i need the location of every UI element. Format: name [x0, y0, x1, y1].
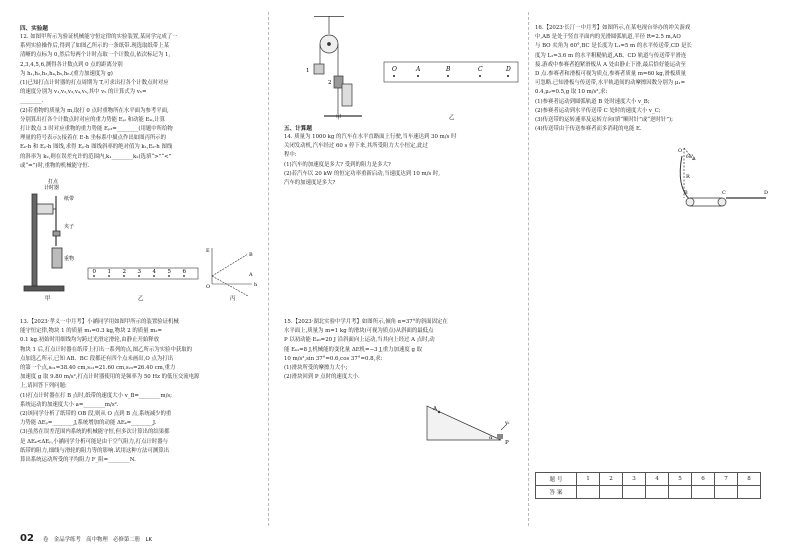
q13-line: 力势能 ΔEₚ=________J,系统增加的动能 ΔEₖ=________J. [20, 420, 157, 427]
tape-dot [108, 275, 110, 277]
question-number-cell: 7 [715, 473, 738, 486]
q12-line: 或“=”)时,重物的机械能守恒. [20, 162, 90, 169]
q12-line: (2)若重物的质量为 m,取打 0 点时重物所在水平面为参考平面, [20, 107, 169, 114]
q16-line: 与 BO 夹角为 60°,BC 是长度为 L₁=5 m 的水平传送带,CD 是长 [535, 43, 692, 50]
tape-dot [153, 275, 155, 277]
question-12 [20, 33, 178, 171]
caption-yi: 乙 [138, 296, 144, 302]
tape-digit: 6 [182, 269, 186, 275]
label-v0: v₀ [505, 421, 510, 426]
answer-cell[interactable] [692, 486, 715, 499]
q13-line: 物块 1 后,打点计时器在纸带上打出一系列的点,图乙所示为实验中获取的 [20, 346, 193, 353]
label-O: O [678, 148, 683, 154]
label-jiazi: 夹子 [64, 224, 75, 230]
q13-line: (1)打点计时器在打 B 点时,纸带的速度大小 v_B=________m/s; [20, 392, 172, 399]
tape-letter: C [478, 66, 483, 73]
question-number-cell: 8 [738, 473, 761, 486]
tape-dot [183, 275, 185, 277]
label-zhidai: 纸带 [64, 196, 75, 202]
q14-line: (1)汽车的加速度是多大? 受到的阻力是多大? [284, 161, 391, 168]
tape-digit: 1 [107, 269, 111, 275]
q15-line: 15.【2023·湖北实验中学月考】如图所示,倾角 α=37°的斜面固定在 [284, 319, 448, 325]
q13-figure [284, 16, 524, 120]
question-15 [284, 318, 448, 382]
tape-letter: B [446, 66, 451, 73]
q12-line: 打计数点 3 时对应重物的重力势能 Eₚ₃=________(用题中所给物 [20, 126, 173, 133]
q16-line: (4)传送带由于传送参赛者而多消耗的电能 E. [535, 126, 642, 133]
tape-letter: D [506, 66, 511, 73]
incline-figure [425, 400, 515, 446]
q12-line: (1)已知打点计时器的打点周期为 T,可求出打各个计数点时对应 [20, 80, 169, 87]
q14-line: 程中: [284, 152, 297, 159]
q13-line: (3)虽然在误差范围内系统的机械能守恒,但多次计算出的结果都 [20, 429, 170, 436]
q16-line: 中,AB 是处于竖直平面内的光滑圆弧轨道,半径 R=2.5 m,AO [535, 34, 681, 41]
q12-line: 的速度分别为 v₁,v₂,v₃,v₄,v₅,其中 v₅ 的计算式为 v₅= [20, 89, 147, 96]
footer-text: 卷 金品学练考 高中物理 必修第二册 LK [43, 537, 152, 543]
q13-line: 系统运动的加速度大小 a=________m/s². [20, 401, 119, 408]
paper-tape [88, 268, 198, 279]
answer-cell[interactable] [577, 486, 600, 499]
q13-paper-tape [384, 62, 518, 82]
question-number-cell: 4 [646, 473, 669, 486]
q13-line: 纸带的阻力,细线与滑轮的阻力等的影响.试用这种方法可测算出 [20, 447, 169, 454]
q15-line: (1)滑块所受的摩擦力大小; [284, 365, 348, 372]
q14-line: 关闭发动机,汽车经过 60 s 停下来,其所受阻力大小恒定,此过 [284, 143, 428, 150]
label-A: A [692, 156, 696, 162]
q15-line: 水平面上,质量为 m=1 kg 的滑块(可视为质点)从斜面的最低点 [284, 328, 434, 335]
q15-line: 能 Eₖ₁=8 J,机械能的变化量 ΔE机=−3 J,重力加速度 g 取 [284, 346, 423, 353]
question-13 [20, 318, 199, 465]
q16-line: 可忽略.已知滑板与传送带,水平轨道间的动摩擦因数分别为 μ₁= [535, 80, 686, 87]
q12-line: 清晰的点标为 0,然后每两个计时点取一个计数点,依次标记为 1, [20, 52, 171, 59]
row-label-answer: 答 案 [536, 486, 577, 499]
q14-line: (2)若汽车以 20 kW 的恒定功率重新启动,当速度达到 10 m/s 时, [284, 170, 440, 177]
tape-point [417, 75, 419, 77]
tape-dot [93, 275, 95, 277]
q16-line: 接.游戏中参赛者抱紧滑板从 A 处由静止下滑,最后恰好能运动至 [535, 61, 686, 68]
graph-letter-A: A [249, 272, 253, 278]
question-16 [535, 24, 692, 134]
graph-letter-E: E [206, 248, 210, 254]
q15-line: (2)滑块回到 P 点时的速度大小. [284, 374, 360, 381]
footer [20, 526, 152, 545]
q16-line: (2)参赛者运动到水平传送带 C 处时的速度大小 v_C; [535, 107, 661, 114]
q13-line: 的第一个点,s₀₁=38.40 cm,s₁₂=21.60 cm,s₂₃=26.40 cm,重力 [20, 365, 176, 372]
q13-line: 0.1 kg.初始时用细线均匀跨过光滑定滑轮,由静止开始释放 [20, 337, 160, 344]
tape-point [507, 75, 509, 77]
q12-line: 的斜率为 k₂,则在误差允许的范围内,k₁________k₂(选填“>”“<” [20, 153, 172, 160]
tape-point [479, 75, 481, 77]
tape-digit: 3 [137, 269, 141, 275]
q13-caption-yi: 乙 [449, 115, 455, 120]
q12-line: 2,3,4,5,6,测得各计数点到 0 点的距离分别 [20, 61, 123, 68]
answer-cell[interactable] [623, 486, 646, 499]
q16-line: D 点.参赛者和滑板可视为质点,参赛者质量 m=60 kg,滑板质量 [535, 71, 687, 78]
tape-digit: 5 [167, 269, 171, 275]
label-B: B [684, 190, 688, 196]
q15-line: P 以初动能 Eₖ₀=20 J 沿斜面向上运动,当其向上经过 A 点时,动 [284, 337, 435, 344]
tape-dot [168, 275, 170, 277]
question-number-cell: 6 [692, 473, 715, 486]
caption-bing: 丙 [230, 296, 236, 302]
q12-line: ________. [20, 98, 44, 105]
tape-letter: O [392, 66, 397, 73]
q12-line: 12. 如图甲所示为验证机械能守恒定律的实验装置,某同学完成了一 [20, 34, 178, 40]
block-1-label: 1 [306, 68, 310, 74]
q12-line: 分别算出打各个计数点时对应的重力势能 Eₚᵢ 和动能 Eₖᵢ,计算 [20, 116, 165, 123]
answer-cell[interactable] [738, 486, 761, 499]
answer-table-answer-row [536, 486, 761, 499]
section-title-experiment: 四、实验题 [20, 26, 48, 32]
q12-line: Eₖ-h 和 Eₚ-h 图线,求得 Eₚ-h 图线斜率的绝对值为 k₁,Eₖ-h 图线 [20, 144, 173, 151]
q16-line: (1)参赛者运动到圆弧轨道 B 处时速度大小 v_B; [535, 98, 650, 105]
q13-line: 13.【2023·孝义一中月考】小涵同学用如图甲所示的装置验证机械 [20, 319, 179, 325]
q13-line: 算出系统运动所受的平均阻力 F_阻=________N. [20, 457, 136, 464]
tape-digit: 0 [92, 269, 96, 275]
q14-line: 14. 质量为 1000 kg 的汽车在水平直路面上行驶,当车速达到 30 m/s 时 [284, 134, 457, 140]
block-2-label: 2 [328, 80, 332, 86]
q12-line: 理量的符号表示);接着在 E-h 坐标系中描点作出如图丙所示的 [20, 135, 167, 142]
answer-cell[interactable] [646, 486, 669, 499]
graph-letter-B: B [249, 252, 253, 258]
tape-dot [138, 275, 140, 277]
page-number: 02 [20, 533, 34, 544]
q12-line: 系列实验操作后,得到了如图乙所示的一条纸带.现选取纸带上某 [20, 43, 169, 50]
q15-line: 10 m/s²,sin 37°=0.6,cos 37°=0.8,求: [284, 355, 383, 362]
question-number-cell: 5 [669, 473, 692, 486]
tape-digit: 4 [152, 269, 156, 275]
q13-line: 加速度 g 取 9.80 m/s²,打点计时器使用的是频率为 50 Hz 的低压交流电源 [20, 374, 200, 381]
point-A [438, 411, 440, 413]
q13-caption-jia: 甲 [336, 115, 342, 120]
q12-figure [20, 176, 265, 306]
question-number-cell: 3 [623, 473, 646, 486]
label-A: A [433, 406, 437, 412]
q13-line: 上,请回答下列问题: [20, 383, 67, 390]
answer-cell[interactable] [669, 486, 692, 499]
q12-line: 为 h₁,h₂,h₃,h₄,h₅,h₆.(重力加速度为 g) [20, 70, 113, 77]
q16-line: 0.4,μ₂=0.5,g 取 10 m/s²,求: [535, 89, 608, 96]
caption-jia: 甲 [45, 296, 51, 302]
answer-cell[interactable] [715, 486, 738, 499]
apparatus-diagram [24, 194, 64, 291]
row-label-number: 题 号 [536, 473, 577, 486]
tape-dot [123, 275, 125, 277]
question-14 [284, 133, 456, 188]
q13-line: 是 ΔEₖ<ΔEₚ,小涵同学分析可能是由于空气阻力,打点计时器与 [20, 438, 169, 445]
label-C: C [722, 190, 726, 196]
section-title-calculation: 五、计算题 [284, 126, 312, 132]
label-R: R [686, 174, 690, 180]
q13-line: (2)该同学分析了纸带的 OB 段,则从 O 点到 B 点,系统减少的重 [20, 411, 172, 418]
energy-height-graph [212, 248, 252, 296]
tape-letter: A [416, 66, 421, 73]
tape-point [447, 75, 449, 77]
q13-line: 能守恒定律,物块 1 的质量 m₁=0.3 kg,物块 2 的质量 m₂= [20, 328, 163, 335]
tape-digit: 2 [122, 269, 126, 275]
label-60deg: 60° [686, 154, 694, 159]
conveyor-figure [672, 146, 772, 212]
label-dadian: 打点 [48, 179, 59, 185]
q16-line: 度为 L₂=3.6 m 的水平粗糙轨道,AB、CD 轨道与传送带平滑连 [535, 52, 687, 59]
slider-block [497, 434, 503, 439]
question-number-cell: 1 [577, 473, 600, 486]
label-zhongwu: 重物 [64, 256, 75, 262]
label-P: P [505, 440, 509, 446]
label-jishiqi: 计时器 [44, 185, 60, 191]
answer-table [535, 472, 761, 499]
conveyor-belt [686, 198, 766, 206]
label-alpha: α [489, 435, 493, 441]
q13-line: 点加选乙所示,已知 AB、BC 段都还有四个点未画出,O 点为打出 [20, 355, 174, 362]
q16-line: (3)传送带的运转速率及运转方向(填“顺时针”或“逆时针”); [535, 117, 673, 124]
graph-letter-h: h [254, 282, 258, 288]
q14-line: 汽车的加速度是多大? [284, 180, 336, 187]
q16-line: 16.【2023·长汀一中月考】如图所示,在某电视台举办的冲关游戏 [535, 25, 691, 31]
graph-letter-O: O [206, 284, 211, 290]
answer-table-header-row [536, 473, 761, 486]
label-D: D [764, 190, 769, 196]
tape-point [393, 75, 395, 77]
pulley-apparatus [314, 16, 362, 116]
answer-cell[interactable] [600, 486, 623, 499]
question-number-cell: 2 [600, 473, 623, 486]
